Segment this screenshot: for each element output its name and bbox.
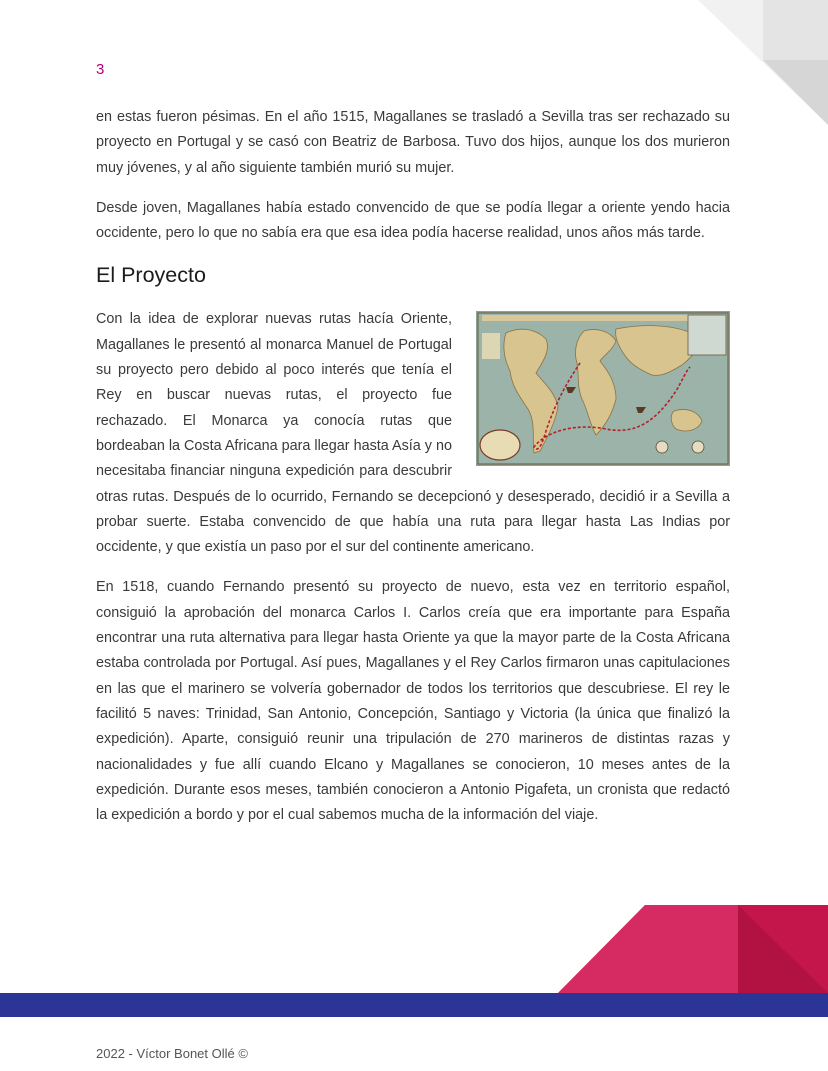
section-title: El Proyecto [96, 263, 206, 288]
page-content [96, 105, 730, 843]
bottom-decoration [0, 900, 828, 1020]
footer-copyright: 2022 - Víctor Bonet Ollé © [96, 1046, 248, 1061]
intro-paragraph-1: en estas fueron pésimas. En el año 1515, Magallanes se trasladó a Sevilla tras ser rechazado su proyecto en Portugal y se casó con Beatriz de Barbosa. Tuvo dos hijos, aunque los dos murieron muy jóvenes, y al año siguiente también murió su mujer. [96, 109, 730, 176]
expedition-map-image [476, 311, 730, 466]
intro-paragraph-2: Desde joven, Magallanes había estado convencido de que se podía llegar a oriente yendo hacia occidente, pero lo que no sabía era que esa idea podía hacerse realidad, unos años más tarde. [96, 199, 730, 242]
page-number: 3 [96, 61, 105, 78]
section-paragraph-1: Con la idea de explorar nuevas rutas hacía Oriente, Magallanes le presentó al monarca Manuel de Portugal su proyecto pero debido al poco interés que tenía el Rey en buscar nuevas rutas, el proyecto fue rechazado. El Monarca ya conocía rutas que bordeaban la Costa Africana para llegar hasta Asía y no necesitaba financiar ninguna expedición para descubrir otras rutas. Después de lo ocurrido, Fernando se decepcionó y desesperado, decidió ir a Sevilla a probar suerte. Estaba convencido de que había una ruta para llegar hasta Las Indias por occidente, y que existía un paso por el sur del continente americano. [96, 311, 730, 556]
section-paragraph-2: En 1518, cuando Fernando presentó su proyecto de nuevo, esta vez en territorio español, consiguió la aprobación del monarca Carlos I. Carlos creía que era importante para España encontrar una ruta alternativa para llegar hasta Oriente ya que la mayor parte de la Costa Africana estaba controlada por Portugal. Así pues, Magallanes y el Rey Carlos firmaron unas capitulaciones en las que el marinero se volvería gobernador de todos los territorios que descubriese. El rey le facilitó 5 naves: Trinidad, San Antonio, Concepción, Santiago y Victoria (la única que finalizó la expedición). Aparte, consiguió reunir una tripulación de 270 marineros de distintas razas y nacionalidades y fue allí cuando Elcano y Magallanes se conocieron, 10 meses antes de la expedición. Durante esos meses, también conocieron a Antonio Pigafeta, un cronista que redactó la expedición a bordo y por el cual sabemos mucha de la información del viaje. [96, 579, 730, 824]
